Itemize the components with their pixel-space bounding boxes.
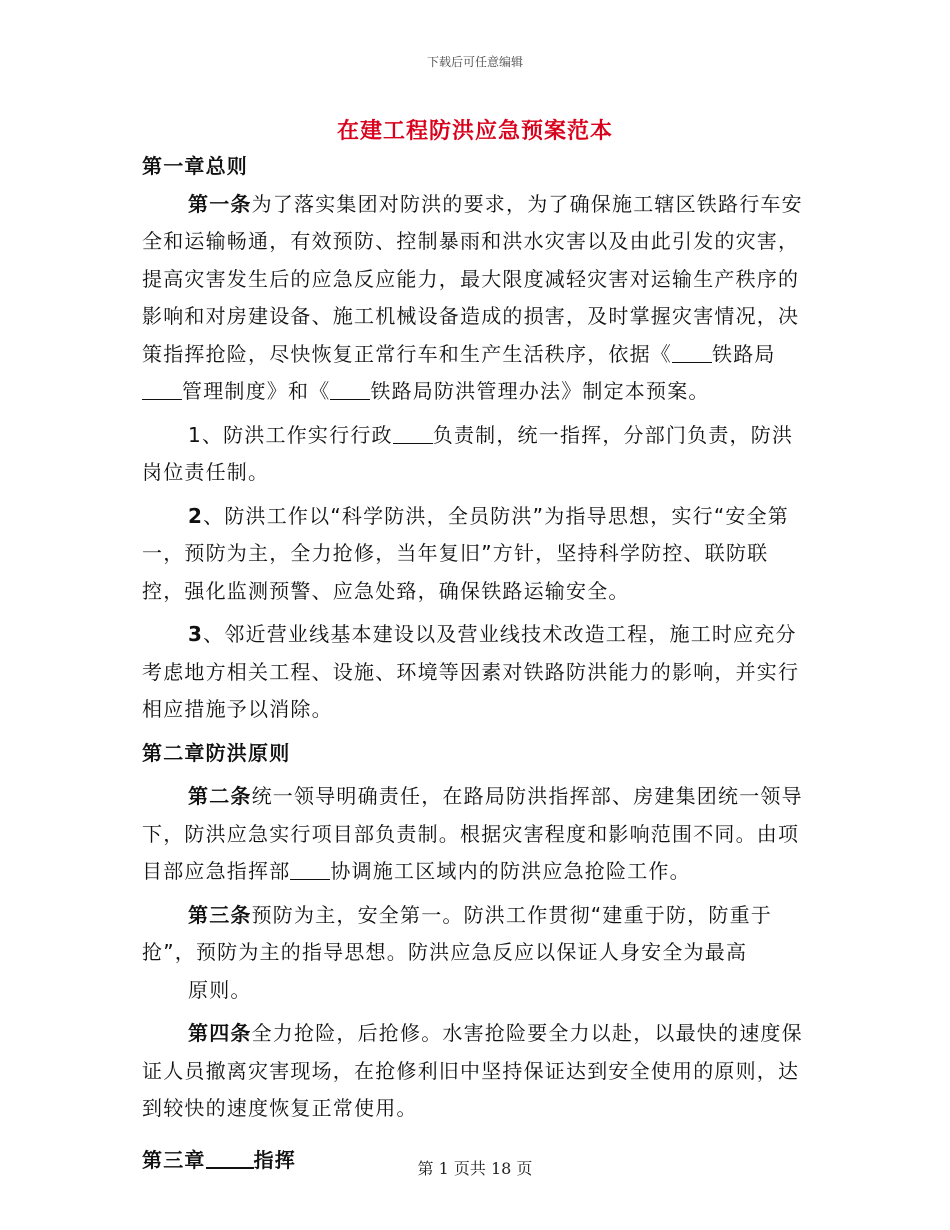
document-body <box>142 148 810 1179</box>
header-note: 下载后可任意编辑 <box>426 55 523 69</box>
article-1 <box>142 186 810 411</box>
page-footer: 第 1 页共 18 页 <box>417 1159 533 1178</box>
blank-line <box>393 421 433 444</box>
article-3 <box>142 897 810 1010</box>
item-1-number: 1 <box>188 422 202 447</box>
chapter-3-heading-b: 指挥 <box>253 1147 297 1172</box>
article-2-text-b: 协调施工区域内的防洪应急抢险工作。 <box>330 859 691 883</box>
blank-line <box>672 340 712 363</box>
article-3-text-a: 预防为主，安全第一。防洪工作贯彻“建重于防，防重于抢”，预防为主的指导思想。防洪应急反应以保证人身安全为最高 <box>142 902 772 964</box>
article-4 <box>142 1015 810 1128</box>
article-1-text-c: 管理制度》和《 <box>182 379 331 403</box>
article-2-label: 第二条 <box>188 784 252 808</box>
article-1-text-b: 铁路局 <box>712 341 776 366</box>
item-1-text-b: 负责制，统一指挥，分部门负责，防洪岗位责任制。 <box>142 422 794 484</box>
article-4-text: 全力抢险，后抢修。水害抢险要全力以赴，以最快的速度保证人员撤离灾害现场，在抢修利旧中坚持保证达到安全使用的原则，达到较快的速度恢复正常使用。 <box>142 1021 803 1120</box>
item-2-text: 、防洪工作以“科学防洪，全员防洪”为指导思想，实行“安全第一，预防为主，全力抢修，当年复旧”方针，坚持科学防控、联防联控，强化监测预警、应急处臵，确保铁路运输安全。 <box>142 503 790 603</box>
article-1-text-d: 铁路局防洪管理办法》制定本预案。 <box>370 379 710 403</box>
chapter-3-heading-a: 第三章 <box>142 1147 206 1172</box>
item-3-number: 3 <box>188 622 204 646</box>
article-2 <box>142 778 810 891</box>
item-3 <box>142 616 810 729</box>
item-3-text: 、邻近营业线基本建设以及营业线技术改造工程，施工时应充分考虑地方相关工程、设施、环境等因素对铁路防洪能力的影响，并实行相应措施予以消除。 <box>142 622 800 721</box>
article-1-label: 第一条 <box>188 191 252 216</box>
document-title: 在建工程防洪应急预案范本 <box>336 119 613 144</box>
item-1-text-a: 、防洪工作实行行政 <box>201 422 393 447</box>
blank-line <box>290 857 330 880</box>
item-2-number: 2 <box>188 503 204 528</box>
article-4-label: 第四条 <box>188 1021 252 1045</box>
chapter-1-heading: 第一章总则 <box>142 154 248 178</box>
blank-line <box>330 377 370 400</box>
article-2-text-a: 统一领导明确责任，在路局防洪指挥部、房建集团统一领导下，防洪应急实行项目部负责制。根据灾害程度和影响范围不同。由项目部应急指挥部 <box>142 784 803 883</box>
article-3-text-b: 原则。 <box>188 977 252 1002</box>
article-1-text-a: 为了落实集团对防洪的要求，为了确保施工辖区铁路行车安全和运输畅通，有效预防、控制暴雨和洪水灾害以及由此引发的灾害，提高灾害发生后的应急反应能力，最大限度减轻灾害对运输生产秩序的影响和对房建设备、施工机械设备造成的损害，及时掌握灾害情况，决策指挥抢险，尽快恢复正常行车和生产生活秩序，依据《 <box>142 191 803 366</box>
blank-line <box>142 377 182 400</box>
item-1 <box>142 417 810 492</box>
article-3-label: 第三条 <box>188 902 252 927</box>
item-2 <box>142 498 810 611</box>
chapter-2-heading: 第二章防洪原则 <box>142 740 291 765</box>
